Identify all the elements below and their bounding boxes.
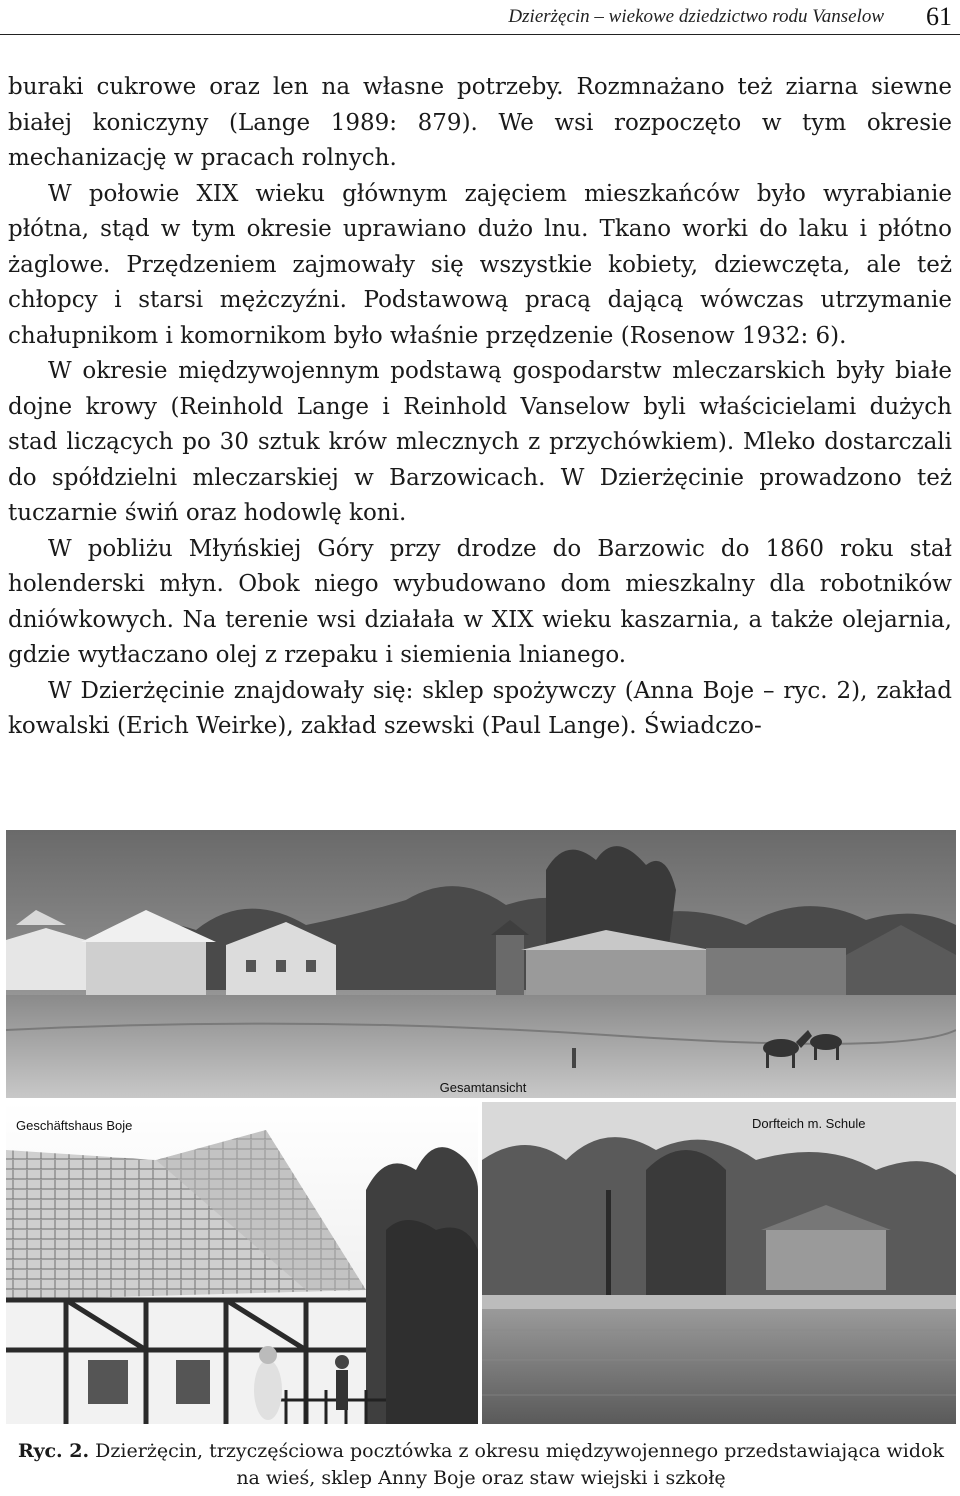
- paragraph-4: W pobliżu Młyńskiej Góry przy drodze do Barzowic do 1860 roku stał holenderski młyn. Obok niego wybudowano dom mieszkalny dla robotników dniówkowych. Na terenie wsi działała w XIX wieku kaszarnia, a także olejarnia, gdzie wytłaczano olej z rzepaku i siemienia lnianego.: [8, 535, 952, 668]
- caption-text: Dzierżęcin, trzyczęściowa pocztówka z okresu międzywojennego przedstawiająca widok na wieś, sklep Anny Boje oraz staw wiejski i szkołę: [95, 1440, 944, 1489]
- figure-caption: [8, 1438, 954, 1492]
- postcard-figure: [6, 830, 956, 1424]
- label-center: Gesamtansicht: [439, 1080, 527, 1095]
- page-header: [0, 0, 960, 34]
- label-left: Geschäftshaus Boje: [16, 1118, 133, 1133]
- page-number: 61: [926, 2, 952, 31]
- panel-general-view: [6, 830, 956, 1098]
- paragraph-2: W połowie XIX wieku głównym zajęciem mieszkańców było wyrabianie płótna, stąd w tym okresie uprawiano dużo lnu. Tkano worki do laku i płótno żaglowe. Przędzeniem zajmowały się wszystkie kobiety, dziewczęta, ale też chłopcy i starsi mężczyźni. Podstawową pracą dającą wówczas utrzymanie chałupnikom i komornikom było właśnie przędzenie (Rosenow 1932: 6).: [8, 180, 952, 349]
- running-title: Dzierżęcin – wiekowe dziedzictwo rodu Vanselow: [508, 6, 884, 27]
- postcard-image: [6, 830, 956, 1424]
- paragraph-1: buraki cukrowe oraz len na własne potrzeby. Rozmnażano też ziarna siewne białej koniczyny (Lange 1989: 879). We wsi rozpoczęto w tym okresie mechanizację w pracach rolnych.: [8, 74, 952, 171]
- paragraph-3: W okresie międzywojennym podstawą gospodarstw mleczarskich były białe dojne krowy (Reinhold Lange i Reinhold Vanselow byli właścicielami dużych stad liczących po 30 sztuk krów mlecznych z przychówkiem). Mleko dostarczali do spółdzielni mleczarskiej w Barzowicach. W Dzierżęcinie prowadzono też tuczarnie świń oraz hodowlę koni.: [8, 358, 952, 526]
- body-text: [8, 70, 952, 745]
- label-right: Dorfteich m. Schule: [752, 1116, 866, 1131]
- panel-pond: [482, 1102, 956, 1424]
- paragraph-5: W Dzierżęcinie znajdowały się: sklep spożywczy (Anna Boje – ryc. 2), zakład kowalski (Erich Weirke), zakład szewski (Paul Lange). Świadczo-: [8, 677, 952, 739]
- caption-label: Ryc. 2.: [17, 1440, 90, 1462]
- panel-shop: [6, 1102, 478, 1424]
- header-rule: [0, 34, 960, 35]
